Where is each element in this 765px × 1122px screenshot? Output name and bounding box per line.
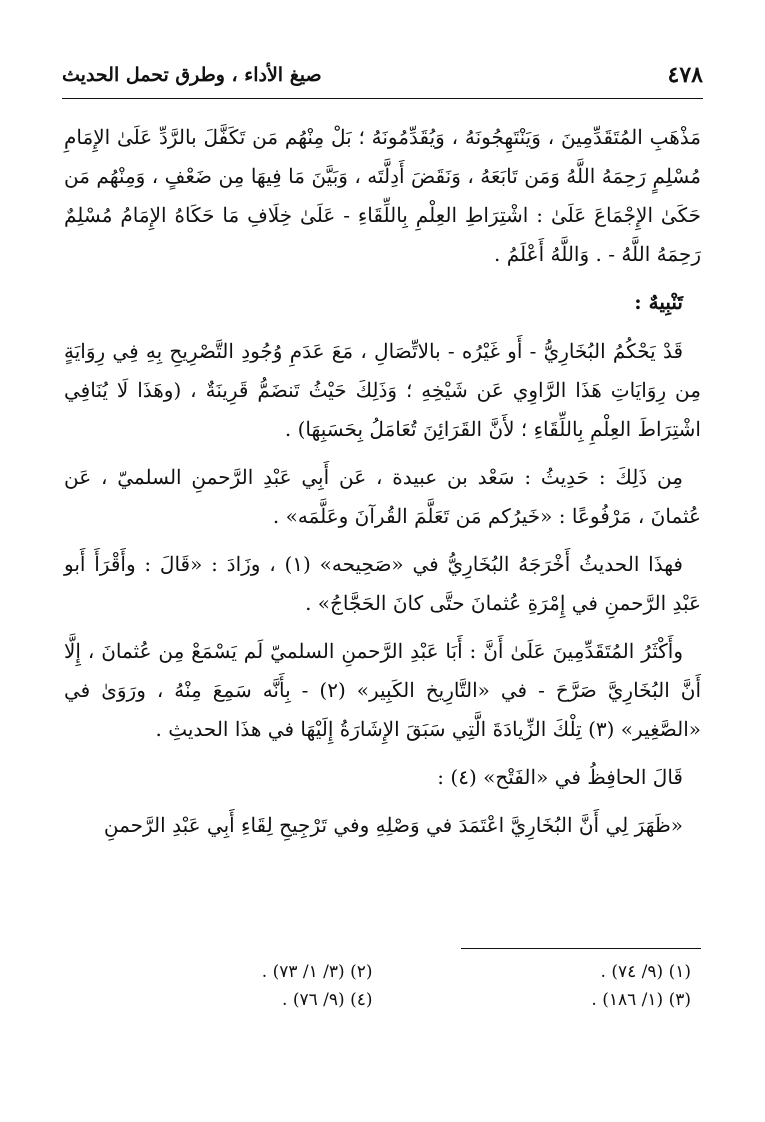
footnote-3: (٣) (١/ ١٨٦) . [591,990,691,1011]
paragraph-2: قَدْ يَحْكُمُ البُخَارِيُّ - أَو غَيْرُه - بالاتِّصَالِ ، مَعَ عَدَمِ وُجُودِ التَّصْرِيحِ بِهِ فِي رِوَايَةٍ مِن رِوَايَاتِ هَذَا الرَّاوِي عَن شَيْخِهِ ؛ وَذَلِكَ حَيْثُ تَنضَمُّ قَرِينَةٌ ، (وهَذَا لَا يُنَافِي اشْتِرَاطَ العِلْمِ بِاللِّقَاءِ ؛ لأَنَّ القَرَائِنَ تُعَامَلُ بِحَسَبِهَا) . [64,339,701,441]
paragraph-3: مِن ذَلِكَ : حَدِيثُ : سَعْد بن عبيدة ، عَن أَبِي عَبْدِ الرَّحمنِ السلميّ ، عَن عُثمانَ ، مَرْفُوعًا : «خَيرُكم مَن تَعَلَّمَ القُرآنَ وعَلَّمَه» . [64,465,701,528]
footnotes [64,958,701,1014]
header-divider [62,98,703,99]
footnote-row [64,958,701,986]
page-header [62,60,703,96]
paragraph-7: «ظَهَرَ لِي أَنَّ البُخَارِيَّ اعْتَمَدَ في وَصْلِهِ وفي تَرْجِيحِ لِقَاءِ أَبِي عَبْدِ الرَّحمنِ [103,813,683,837]
running-title: صيغ الأداء ، وطرق تحمل الحديث [62,64,322,86]
page-body [64,118,701,854]
section-heading: تَنْبِيهٌ : [634,290,683,314]
paragraph-1: مَذْهَبِ المُتَقَدِّمِينَ ، وَيَنْتَهِجُونَهُ ، وَيُقَدِّمُونَهُ ؛ بَلْ مِنْهُم مَن تَكَفَّلَ بالرَّدِّ عَلَىٰ الإِمَامِ مُسْلِمٍ رَحِمَهُ اللَّهُ وَمَن تَابَعَهُ ، وَنَقَضَ أَدِلَّتَه ، وَبَيَّنَ مَا فِيهَا مِن ضَعْفٍ ، وَمِنْهُم مَن حَكَىٰ الإِجْمَاعَ عَلَىٰ : اشْتِرَاطِ العِلْمِ بِاللِّقَاءِ - عَلَىٰ خِلَافِ مَا حَكَاهُ الإِمَامُ مُسْلِمٌ رَحِمَهُ اللَّهُ - . وَاللَّهُ أَعْلَمُ . [64,125,701,266]
page-number: ٤٧٨ [667,62,703,88]
paragraph-4: فهذَا الحديثُ أَخْرَجَهُ البُخَارِيُّ في «صَحِيحه» (١) ، وزَادَ : «قَالَ : وأَقْرَأَ أَبو عَبْدِ الرَّحمنِ في إِمْرَةِ عُثمانَ حتَّى كانَ الحَجَّاجُ» . [64,552,701,615]
footnote-2: (٢) (٣/ ١/ ٧٣) . [261,962,373,982]
footnote-row [64,986,701,1014]
footnote-1: (١) (٩/ ٧٤) . [600,962,691,982]
footnote-divider [461,948,701,949]
footnote-4: (٤) (٩/ ٧٦) . [282,990,373,1011]
paragraph-5: وأَكْثَرُ المُتَقَدِّمِينَ عَلَىٰ أَنَّ : أَبَا عَبْدِ الرَّحمنِ السلميّ لَم يَسْمَعْ مِن عُثمانَ ، إِلَّا أَنَّ البُخَارِيَّ صَرَّحَ - في «التَّارِيخ الكَبِير» (٢) - بِأَنَّه سَمِعَ مِنْهُ ، ورَوَىٰ في «الصَّغِير» (٣) تِلْكَ الزِّيادَةَ الَّتِي سَبَقَ الإِشَارَةُ إِلَيْهَا في هذَا الحديثِ . [64,639,702,741]
paragraph-6: قَالَ الحافِظُ في «الفَتْح» (٤) : [437,765,683,789]
